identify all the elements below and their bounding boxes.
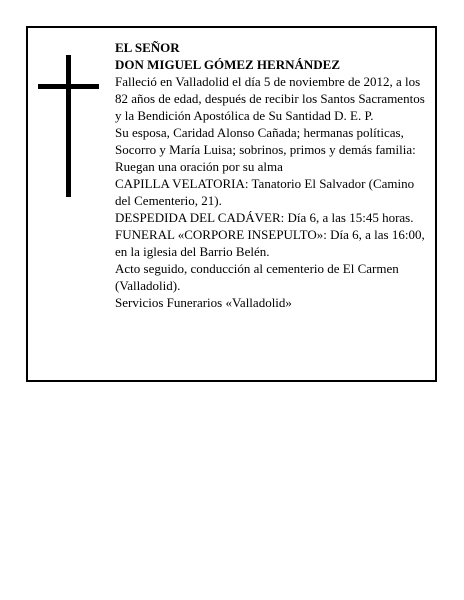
- deceased-name: DON MIGUEL GÓMEZ HERNÁNDEZ: [115, 57, 340, 72]
- family-members: Su esposa, Caridad Alonso Cañada; hermanas políticas, Socorro y María Luisa; sobrinos, primos y demás familia:: [115, 125, 416, 157]
- notice-text: [115, 39, 427, 311]
- funeral-services: Servicios Funerarios «Valladolid»: [115, 295, 292, 310]
- prayer-request: Ruegan una oración por su alma: [115, 159, 283, 174]
- death-announcement: Falleció en Valladolid el día 5 de noviembre de 2012, a los 82 años de edad, después de recibir los Santos Sacramentos y la Bendición Apostólica de Su Santidad D. E. P.: [115, 74, 425, 123]
- cross-vertical-bar: [66, 55, 71, 197]
- heading-title: EL SEÑOR: [115, 40, 180, 55]
- funeral-mass: FUNERAL «CORPORE INSEPULTO»: Día 6, a las 16:00, en la iglesia del Barrio Belén.: [115, 227, 425, 259]
- wake-chapel: CAPILLA VELATORIA: Tanatorio El Salvador (Camino del Cementerio, 21).: [115, 176, 415, 208]
- farewell-time: DESPEDIDA DEL CADÁVER: Día 6, a las 15:45 horas.: [115, 210, 414, 225]
- cross-horizontal-bar: [38, 84, 99, 89]
- obituary-notice: [26, 26, 437, 382]
- cemetery-procession: Acto seguido, conducción al cementerio de El Carmen (Valladolid).: [115, 261, 399, 293]
